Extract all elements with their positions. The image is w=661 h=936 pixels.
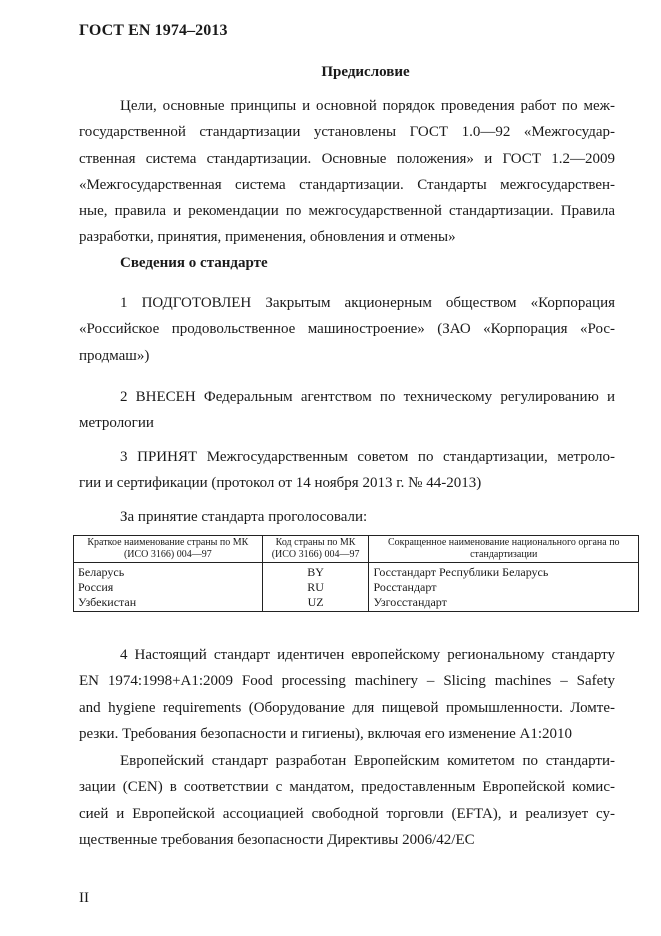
european-standard-paragraph [79, 748, 615, 853]
item-1-paragraph [79, 290, 615, 369]
item-1-line: продмаш») [79, 347, 150, 364]
european-line: щественные требования безопасности Директивы 2006/42/ЕС [79, 831, 475, 848]
standard-info-heading: Сведения о стандарте [120, 255, 268, 271]
cell-body: Госстандарт Республики Беларусь [369, 563, 639, 581]
intro-line: разработки, принятия, применения, обновления и отмены» [79, 229, 456, 246]
intro-line: государственной стандартизации установлены ГОСТ 1.0—92 «Межгосудар- [79, 124, 615, 141]
cell-code: UZ [262, 595, 369, 612]
cell-body: Узгосстандарт [369, 595, 639, 612]
item-4-line: 4 Настоящий стандарт идентичен европейскому региональному стандарту [120, 647, 615, 663]
voting-table [73, 535, 639, 612]
voted-label: За принятие стандарта проголосовали: [120, 509, 368, 525]
item-1-line: «Российское продовольственное машиностроение» (ЗАО «Корпорация «Рос- [79, 321, 615, 338]
header-country-name: Краткое наименование страны по МК (ИСО 3166) 004—97 [74, 536, 263, 563]
intro-paragraph [79, 93, 615, 251]
item-2-line: метрологии [79, 415, 154, 432]
item-3-paragraph [79, 444, 615, 497]
intro-line: Цели, основные принципы и основной порядок проведения работ по меж- [120, 98, 615, 114]
document-header: ГОСТ EN 1974–2013 [79, 22, 228, 39]
page-title: Предисловие [321, 64, 410, 80]
european-line: зации (CEN) в соответствии с мандатом, предоставленным Европейской комис- [79, 779, 615, 796]
item-4-paragraph [79, 642, 615, 747]
intro-line: ные, правила и рекомендации по межгосударственной стандартизации. Правила [79, 203, 615, 220]
header-national-body: Сокращенное наименование национального органа по стандартизации [369, 536, 639, 563]
table-row [74, 595, 639, 612]
cell-code: BY [262, 563, 369, 581]
item-4-line: EN 1974:1998+A1:2009 Food processing machinery – Slicing machines – Safety [79, 673, 615, 690]
table-row [74, 563, 639, 581]
item-2-paragraph [79, 384, 615, 437]
cell-body: Росстандарт [369, 580, 639, 595]
table-row [74, 580, 639, 595]
cell-country: Беларусь [74, 563, 263, 581]
item-4-line: резки. Требования безопасности и гигиены), включая его изменение A1:2010 [79, 725, 573, 742]
intro-line: ственная система стандартизации. Основные положения» и ГОСТ 1.2—2009 [79, 150, 615, 167]
table-header-row [74, 536, 639, 563]
intro-line: «Межгосударственная система стандартизации. Стандарты межгосударствен- [79, 176, 615, 193]
european-line: Европейский стандарт разработан Европейским комитетом по стандарти- [120, 753, 615, 769]
item-2-line: 2 ВНЕСЕН Федеральным агентством по техническому регулированию и [120, 389, 615, 405]
item-3-line: 3 ПРИНЯТ Межгосударственным советом по стандартизации, метроло- [120, 449, 615, 465]
header-country-code: Код страны по МК (ИСО 3166) 004—97 [262, 536, 369, 563]
cell-country: Узбекистан [74, 595, 263, 612]
cell-code: RU [262, 580, 369, 595]
cell-country: Россия [74, 580, 263, 595]
item-4-line: and hygiene requirements (Оборудование для пищевой промышленности. Ломте- [79, 699, 615, 716]
european-line: сией и Европейской ассоциацией свободной торговли (EFTA), и реализует су- [79, 805, 615, 822]
item-3-line: гии и сертификации (протокол от 14 ноября 2013 г. № 44-2013) [79, 475, 482, 492]
item-1-line: 1 ПОДГОТОВЛЕН Закрытым акционерным обществом «Корпорация [120, 295, 615, 311]
page-number: II [79, 890, 89, 906]
